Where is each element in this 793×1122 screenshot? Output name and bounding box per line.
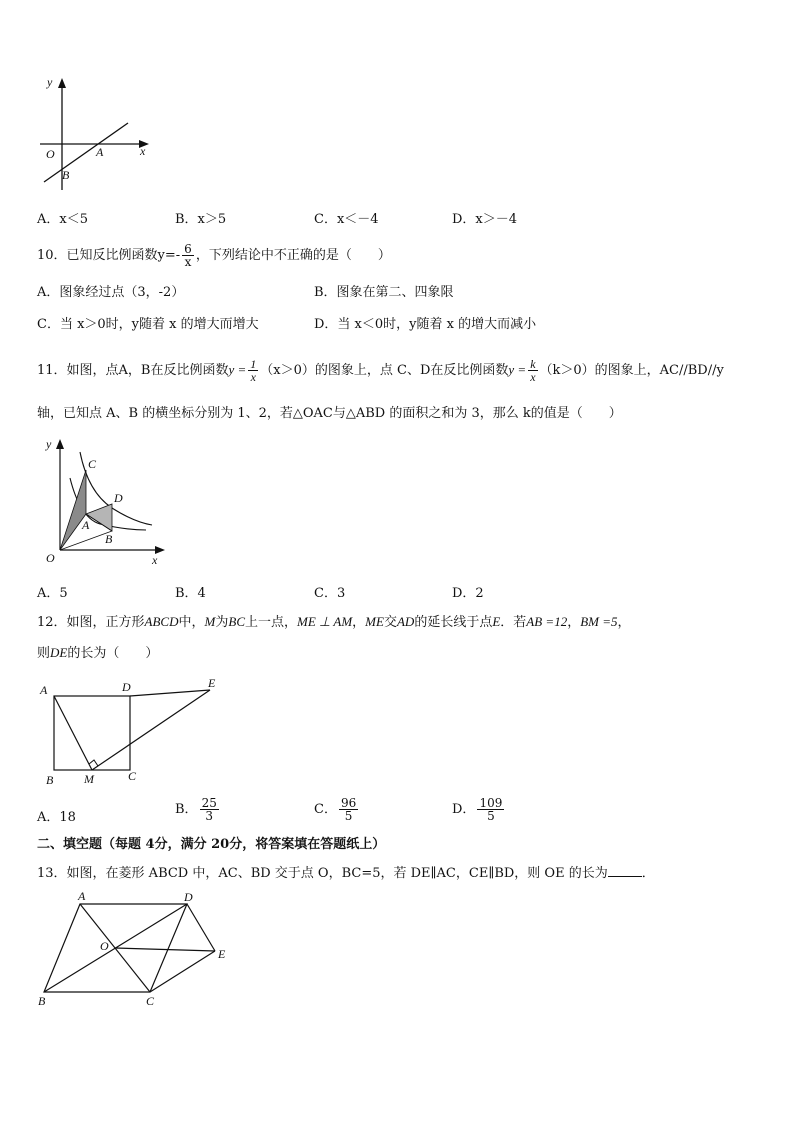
- q12-ab12: AB =12: [526, 614, 568, 629]
- q11-label-x: x: [152, 553, 158, 567]
- q13-question: [37, 864, 655, 882]
- q10-option-c: C．当 x＞0时，y随着 x 的增大而增大: [37, 317, 259, 332]
- q9-label-a: A: [96, 145, 104, 159]
- q11-f1-lhs: y =: [228, 362, 247, 377]
- q12-option-d-frac: [477, 797, 504, 822]
- q9-label-x: x: [140, 144, 146, 158]
- q12-line2-pre: 则: [37, 646, 51, 661]
- q11-question-line2: 轴，已知点 A、B 的横坐标分别为 1、2，若△OAC与△ABD 的面积之和为 3，那么 k的值是（ ）: [37, 406, 622, 421]
- q10-option-a: A．图象经过点（3，-2）: [37, 285, 185, 300]
- q10-fraction: [182, 243, 194, 268]
- q12-line-de: [130, 690, 210, 696]
- q13-text: 13．如图，在菱形 ABCD 中，AC、BD 交于点 O，BC=5，若 DE∥AC，CE∥BD，则 OE 的长为: [37, 866, 608, 881]
- q9-y-arrow: [58, 78, 66, 88]
- q12-option-d: [452, 797, 506, 822]
- q12-abcd: ABCD: [144, 614, 179, 629]
- q11-label-c: C: [88, 457, 97, 471]
- q12-option-d-den: 5: [487, 809, 495, 823]
- q11-y-arrow: [56, 439, 64, 449]
- q12-p1: 12．如图，正方形: [37, 615, 145, 630]
- q12-m: M: [204, 614, 216, 629]
- q12-label-m: M: [84, 772, 94, 786]
- q12-figure: [36, 676, 226, 788]
- q11-option-d: D．2: [452, 586, 484, 601]
- q10-suffix: ，下列结论中不正确的是（ ）: [195, 248, 391, 263]
- q9-option-b: B．x＞5: [175, 212, 227, 227]
- q12-option-c-frac: [339, 797, 358, 822]
- q12-e: E: [492, 614, 501, 629]
- q11-label-o: O: [46, 551, 55, 565]
- q12-me-perp-am: ME ⊥ AM: [297, 614, 353, 629]
- q12-square: [54, 696, 130, 770]
- q11-f1-den: x: [250, 370, 256, 384]
- q9-label-y: y: [47, 75, 53, 89]
- q11-label-d: D: [114, 491, 123, 505]
- q11-label-y: y: [46, 437, 52, 451]
- q12-option-d-num: 109: [479, 796, 503, 810]
- q13-figure: [34, 888, 239, 1013]
- q11-label-b: B: [105, 532, 113, 546]
- q9-label-b: B: [62, 168, 70, 182]
- q13-line-ce: [150, 951, 215, 992]
- q12-p5: ，: [352, 615, 366, 630]
- q12-line-am: [54, 696, 92, 770]
- q12-p8: ．若: [500, 615, 527, 630]
- q10-question: [37, 243, 391, 268]
- q12-p2: 中，: [178, 615, 205, 630]
- q12-question-line2: [37, 645, 158, 662]
- q12-option-b-num: 25: [201, 796, 217, 810]
- q12-option-c: [314, 797, 360, 822]
- q10-frac-num: 6: [184, 242, 192, 256]
- q12-option-b-label: B．: [175, 802, 198, 817]
- q12-line-me: [92, 690, 210, 770]
- q13-label-a: A: [78, 889, 86, 903]
- q10-option-d: D．当 x＜0时，y随着 x 的增大而减小: [314, 317, 537, 332]
- q12-label-b: B: [46, 773, 54, 787]
- q11-f2-num: k: [530, 357, 536, 371]
- q12-p7: 的延长线于点: [414, 615, 493, 630]
- q13-line-de: [187, 904, 215, 951]
- q9-graph: [30, 70, 160, 195]
- q12-p10: ，: [617, 615, 631, 630]
- q12-bm5: BM =5: [580, 614, 618, 629]
- q13-end: ．: [641, 866, 655, 881]
- q11-f1-fraction: [248, 358, 258, 383]
- q10-frac-den: x: [184, 255, 192, 269]
- q11-option-b: B．4: [175, 586, 206, 601]
- q12-option-b: [175, 797, 221, 822]
- q9-line: [44, 123, 128, 182]
- q9-option-d: D．x＞－4: [452, 212, 518, 227]
- q12-label-c: C: [128, 769, 137, 783]
- q12-p6: 交: [383, 615, 397, 630]
- q12-line2-post: 的长为（ ）: [67, 646, 159, 661]
- q12-option-b-frac: [200, 797, 219, 822]
- q12-label-e: E: [208, 676, 216, 690]
- q11-f2-fraction: [528, 358, 537, 383]
- q11-triangle-abd: [86, 504, 112, 531]
- q11-option-c: C．3: [314, 586, 346, 601]
- q12-p3: 为: [215, 615, 229, 630]
- q10-prefix: 10．已知反比例函数y=-: [37, 248, 181, 263]
- q11-part1: 11．如图，点A，B在反比例函数: [37, 363, 229, 378]
- q11-label-a: A: [82, 518, 90, 532]
- q12-option-a: A．18: [37, 810, 76, 825]
- q11-question-line1: [37, 358, 724, 383]
- q12-option-d-label: D．: [452, 802, 476, 817]
- q12-p9: ，: [567, 615, 581, 630]
- q12-option-b-den: 3: [205, 809, 214, 823]
- q9-option-a: A．x＜5: [37, 212, 88, 227]
- q11-f1-num: 1: [250, 357, 257, 371]
- q13-line-oe: [115, 948, 215, 951]
- q12-ad: AD: [396, 614, 415, 629]
- q13-label-o: O: [100, 939, 109, 953]
- q10-option-b: B．图象在第二、四象限: [314, 285, 454, 300]
- q9-label-o: O: [46, 147, 55, 161]
- q13-label-c: C: [146, 994, 155, 1008]
- q11-part2: （x＞0）的图象上，点 C、D在反比例函数: [260, 363, 509, 378]
- q12-label-d: D: [122, 680, 131, 694]
- q13-label-e: E: [218, 947, 226, 961]
- q11-option-a: A．5: [37, 586, 68, 601]
- q13-label-b: B: [38, 994, 46, 1008]
- q12-de: DE: [50, 645, 68, 660]
- q12-bc: BC: [228, 614, 245, 629]
- q12-question-line1: [37, 614, 631, 631]
- q13-answer-blank[interactable]: [608, 864, 642, 877]
- q11-triangle-oac: [60, 470, 86, 550]
- q11-f2-lhs: y =: [508, 362, 527, 377]
- q12-option-c-num: 96: [340, 796, 357, 810]
- q11-part3: （k＞0）的图象上，AC//BD//y: [539, 363, 724, 378]
- q12-me: ME: [365, 614, 384, 629]
- q12-right-angle-mark: [89, 760, 98, 766]
- q12-option-c-den: 5: [344, 809, 353, 823]
- q12-option-c-label: C．: [314, 802, 337, 817]
- q11-graph: [36, 432, 171, 567]
- section2-heading: 二、填空题（每题 4分，满分 20分，将答案填在答题纸上）: [37, 837, 386, 852]
- q9-option-c: C．x＜－4: [314, 212, 379, 227]
- q12-label-a: A: [40, 683, 48, 697]
- q11-f2-den: x: [530, 370, 536, 384]
- q13-label-d: D: [184, 890, 193, 904]
- q12-p4: 上一点，: [245, 615, 298, 630]
